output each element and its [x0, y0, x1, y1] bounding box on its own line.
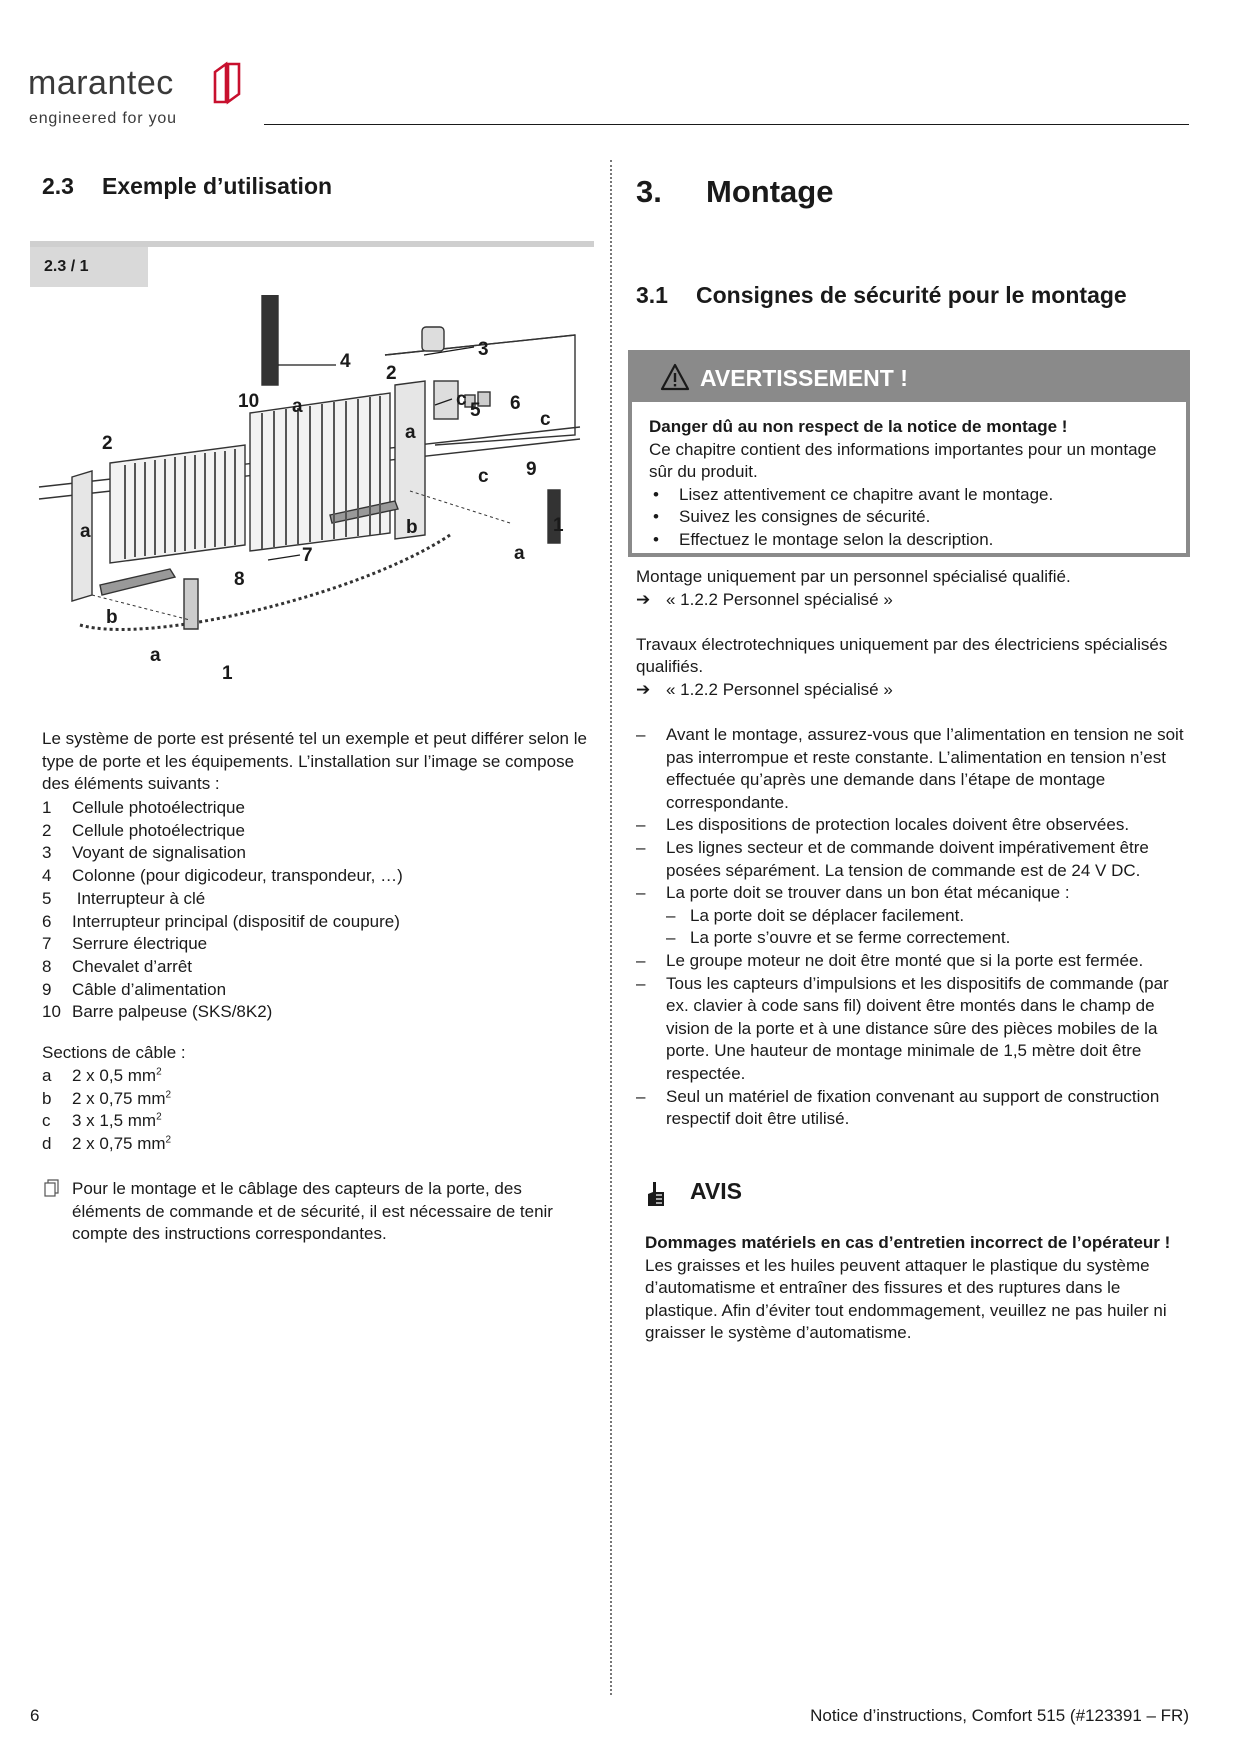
callout-a: a [514, 543, 525, 564]
chapter-title: Montage [706, 174, 834, 209]
qualification-notes [636, 566, 1192, 702]
list-item: 4 Colonne (pour digicodeur, transpondeur, …) [42, 866, 403, 886]
callout-c: c [456, 389, 467, 410]
list-item: – La porte s’ouvre et se ferme correctement. [666, 928, 1011, 948]
list-item: – Avant le montage, assurez-vous que l’alimentation en tension ne soit pas interrompue et reste constante. L’alimentation en tension n’est effectuée qu’après une demande dans l’étape de montage correspondante. [636, 725, 1184, 812]
list-item: – Tous les capteurs d’impulsions et les dispositifs de commande (par ex. clavier à code sans fil) doivent être montés dans le champ de vision de la porte et à une distance sûre des pièces mobiles de la porte. Une hauteur de montage minimale de 1,5 mètre doit être respectée. [636, 973, 1169, 1083]
notice-header [645, 1176, 1195, 1216]
callout-c: c [478, 466, 489, 487]
notice-block [645, 1176, 1195, 1345]
callout-6: 6 [510, 393, 521, 414]
section-number: 2.3 [42, 173, 74, 199]
list-item: a 2 x 0,5 $mm^2$ [42, 1066, 162, 1085]
column-divider [610, 160, 612, 1695]
qualification-text: Montage uniquement par un personnel spécialisé qualifié. [636, 567, 1071, 586]
callout-2: 2 [386, 363, 397, 384]
list-item: 2 Cellule photoélectrique [42, 820, 245, 840]
list-item: 1 Cellule photoélectrique [42, 798, 245, 817]
warning-body [649, 416, 1176, 551]
callout-a: a [292, 396, 303, 417]
callout-4: 4 [340, 351, 351, 372]
callout-7: 7 [302, 545, 313, 566]
header-rule [264, 124, 1189, 125]
notice-title: AVIS [690, 1178, 742, 1204]
list-item: – La porte doit se trouver dans un bon état mécanique : [636, 883, 1070, 903]
list-item: 8 Chevalet d’arrêt [42, 956, 193, 976]
callout-b: b [406, 517, 418, 538]
safety-dash-list [636, 724, 1194, 1131]
list-item: d 2 x 0,75 $mm^2$ [42, 1134, 172, 1154]
arrow-right-icon: ➔ [636, 679, 651, 699]
cross-reference[interactable]: ➔ « 1.2.2 Personnel spécialisé » [636, 589, 1192, 612]
callout-1: 1 [222, 663, 233, 684]
arrow-right-icon: ➔ [636, 589, 651, 609]
list-item: – La porte doit se déplacer facilement. [666, 905, 965, 925]
callout-1: 1 [553, 515, 564, 536]
list-item: – Seul un matériel de fixation convenant au support de construction respectif doit être utilisé. [636, 1086, 1160, 1129]
list-item: 7 Serrure électrique [42, 934, 208, 954]
callout-8: 8 [234, 569, 245, 590]
note-block [42, 1178, 590, 1246]
section-title: Consignes de sécurité pour le montage [696, 282, 1127, 308]
page-number: 6 [30, 1706, 40, 1725]
list-item: 6 Interrupteur principal (dispositif de coupure) [42, 911, 400, 931]
electrical-text: Travaux électrotechniques uniquement par des électriciens spécialisés qualifiés. [636, 634, 1168, 677]
intro-paragraph: Le système de porte est présenté tel un exemple et peut différer selon le type de porte et les équipements. L’installation sur l’image se compose des éléments suivants : [42, 729, 587, 794]
callout-5: 5 [470, 400, 481, 421]
chapter-heading [636, 174, 833, 210]
list-item: c 3 x 1,5 $mm^2$ [42, 1111, 162, 1131]
warning-header [632, 354, 1186, 402]
warning-box [628, 350, 1190, 557]
warning-text: Ce chapitre contient des informations importantes pour un montage sûr du produit. [649, 439, 1157, 481]
document-footer: Notice d’instructions, Comfort 515 (#123391 – FR) [810, 1706, 1189, 1725]
warning-lead: Danger dû au non respect de la notice de montage ! [649, 417, 1068, 436]
list-item: 9 Câble d’alimentation [42, 979, 227, 999]
brand-logo [28, 54, 258, 134]
callout-a: a [150, 645, 161, 666]
list-item: • Effectuez le montage selon la description. [653, 529, 994, 549]
warning-title: AVERTISSEMENT ! [700, 365, 908, 391]
callout-3: 3 [478, 339, 489, 360]
gate-installation-figure [30, 295, 600, 720]
list-item: – Les lignes secteur et de commande doivent impérativement être posées séparément. La tension de commande est de 24 V DC. [636, 837, 1149, 880]
cross-reference[interactable]: ➔ « 1.2.2 Personnel spécialisé » [636, 679, 1192, 702]
list-item: 3 Voyant de signalisation [42, 843, 246, 863]
figure-label: 2.3 / 1 [30, 247, 148, 287]
component-list [42, 797, 590, 1024]
list-item: b 2 x 0,75 $mm^2$ [42, 1088, 172, 1108]
callout-a: a [80, 521, 91, 542]
hand-pointing-icon [645, 1180, 667, 1208]
callout-10: 10 [238, 391, 260, 412]
list-item: – Les dispositions de protection locales doivent être observées. [636, 815, 1130, 835]
callout-b: b [106, 607, 118, 628]
marantec-mark-icon [212, 60, 242, 106]
section-number: 3.1 [636, 282, 668, 308]
list-item: 5 Interrupteur à clé [42, 888, 206, 908]
list-item: • Suivez les consignes de sécurité. [653, 507, 931, 526]
warning-triangle-icon [660, 363, 690, 391]
callout-9: 9 [526, 459, 537, 480]
logo-tagline: engineered for you [29, 110, 177, 127]
callout-c: c [540, 409, 551, 430]
list-item: • Lisez attentivement ce chapitre avant le montage. [653, 484, 1054, 504]
section-heading-2-3 [42, 173, 332, 200]
chapter-number: 3. [636, 174, 662, 209]
logo-wordmark: marantec [28, 64, 174, 102]
cables-title: Sections de câble : [42, 1043, 186, 1062]
document-note-icon [42, 1178, 72, 1200]
callout-a: a [405, 422, 416, 443]
note-text: Pour le montage et le câblage des capteurs de la porte, des éléments de commande et de sécurité, il est nécessaire de tenir compte des instructions correspondantes. [72, 1179, 553, 1244]
list-item: 10 Barre palpeuse (SKS/8K2) [42, 1002, 273, 1022]
cable-list [42, 1065, 590, 1156]
list-item: – Le groupe moteur ne doit être monté que si la porte est fermée. [636, 950, 1144, 970]
notice-lead: Dommages matériels en cas d’entretien incorrect de l’opérateur ! [645, 1233, 1171, 1252]
notice-text: Les graisses et les huiles peuvent attaquer le plastique du système d’automatisme et entraîner des fissures et des ruptures dans le plastique. Afin d’éviter tout endommagement, veuillez ne pas huiler ni graisser le système d’automatisme. [645, 1255, 1167, 1343]
callout-2: 2 [102, 433, 113, 454]
section-title: Exemple d’utilisation [102, 173, 333, 199]
section-heading-3-1 [636, 282, 1127, 309]
